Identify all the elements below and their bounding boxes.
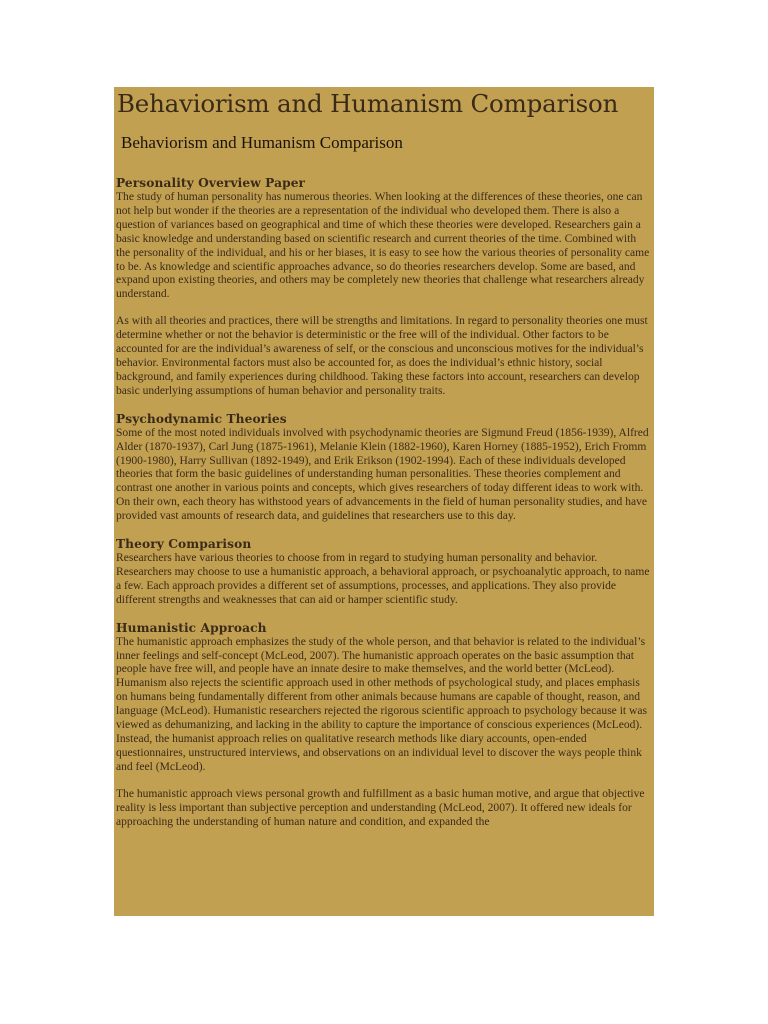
paragraph: As with all theories and practices, there will be strengths and limitations. In regard to personality theories one must determine whether or not the behavior is deterministic or the free will of the individual. Other factors to be accounted for are the individual’s awareness of self, or the conscious and unconscious motives for the individual’s behavior. Environmental factors must also be accounted for, as does the individual’s ethnic history, social background, and family experiences during childhood. Taking these factors into account, researchers can develop basic underlying assumptions of human behavior and personality traits. bbox=[116, 315, 648, 397]
document-page bbox=[114, 87, 654, 916]
paragraph: Researchers have various theories to choose from in regard to studying human personality and behavior. Researchers may choose to use a humanistic approach, a behavioral approach, or psychoanalytic approach, to name a few. Each approach provides a different set of assumptions, processes, and applications. They also provide different strengths and weaknesses that can aid or hamper scientific study. bbox=[116, 552, 650, 606]
paragraph: The study of human personality has numerous theories. When looking at the differences of these theories, one can not help but wonder if the theories are a representation of the individual who developed them. There is also a question of variances based on geographical and time of which these theories were developed. Researchers gain a basic knowledge and understanding based on scientific research and current theories of the time. Combined with the personality of the individual, and his or her biases, it is easy to see how the various theories of personality came to be. As knowledge and scientific approaches advance, so do theories researchers develop. Some are based, and expand upon existing theories, and others may be completely new theories that challenge what researchers already understand. bbox=[116, 191, 650, 301]
paragraph: The humanistic approach emphasizes the study of the whole person, and that behavior is related to the individual’s inner feelings and self-concept (McLeod, 2007). The humanistic approach operates on the basic assumption that people have free will, and people have an innate desire to make themselves, and the world better (McLeod). Humanism also rejects the scientific approach used in other methods of psychological study, and places emphasis on humans being fundamentally different from other animals because humans are capable of thought, reason, and language (McLeod). Humanistic researchers rejected the rigorous scientific approach to psychology because it was viewed as dehumanizing, and lacking in the ability to capture the importance of conscious experiences (McLeod). Instead, the humanist approach relies on qualitative research methods like diary accounts, open-ended questionnaires, unstructured interviews, and observations on an individual level to discover the ways people think and feel (McLeod). bbox=[116, 635, 647, 773]
document-subtitle: Behaviorism and Humanism Comparison bbox=[121, 133, 403, 152]
paragraph: Some of the most noted individuals involved with psychodynamic theories are Sigmund Freud (1856-1939), Alfred Alder (1870-1937), Carl Jung (1875-1961), Melanie Klein (1882-1960), Karen Horney (1885-1952), Erich Fromm (1900-1980), Harry Sullivan (1892-1949), and Erik Erikson (1902-1994). Each of these individuals developed theories that form the basic guidelines of understanding human personalities. These theories complement and contrast one another in various points and concepts, which gives researchers of today different ideas to work with. On their own, each theory has withstood years of advancements in the field of human personality studies, and have provided vast amounts of research data, and guidelines that researchers use to this day. bbox=[116, 426, 649, 523]
section-heading: Theory Comparison bbox=[116, 537, 252, 552]
section-heading: Personality Overview Paper bbox=[116, 176, 306, 190]
section-heading: Humanistic Approach bbox=[116, 620, 267, 635]
paragraph: The humanistic approach views personal growth and fulfillment as a basic human motive, and argue that objective reality is less important than subjective perception and understanding (McLeod, 2007). It offered new ideals for approaching the understanding of human nature and condition, and expanded the bbox=[116, 787, 645, 828]
document-body bbox=[116, 175, 652, 829]
section-heading: Psychodynamic Theories bbox=[116, 411, 287, 426]
document-title: Behaviorism and Humanism Comparison bbox=[117, 89, 619, 118]
